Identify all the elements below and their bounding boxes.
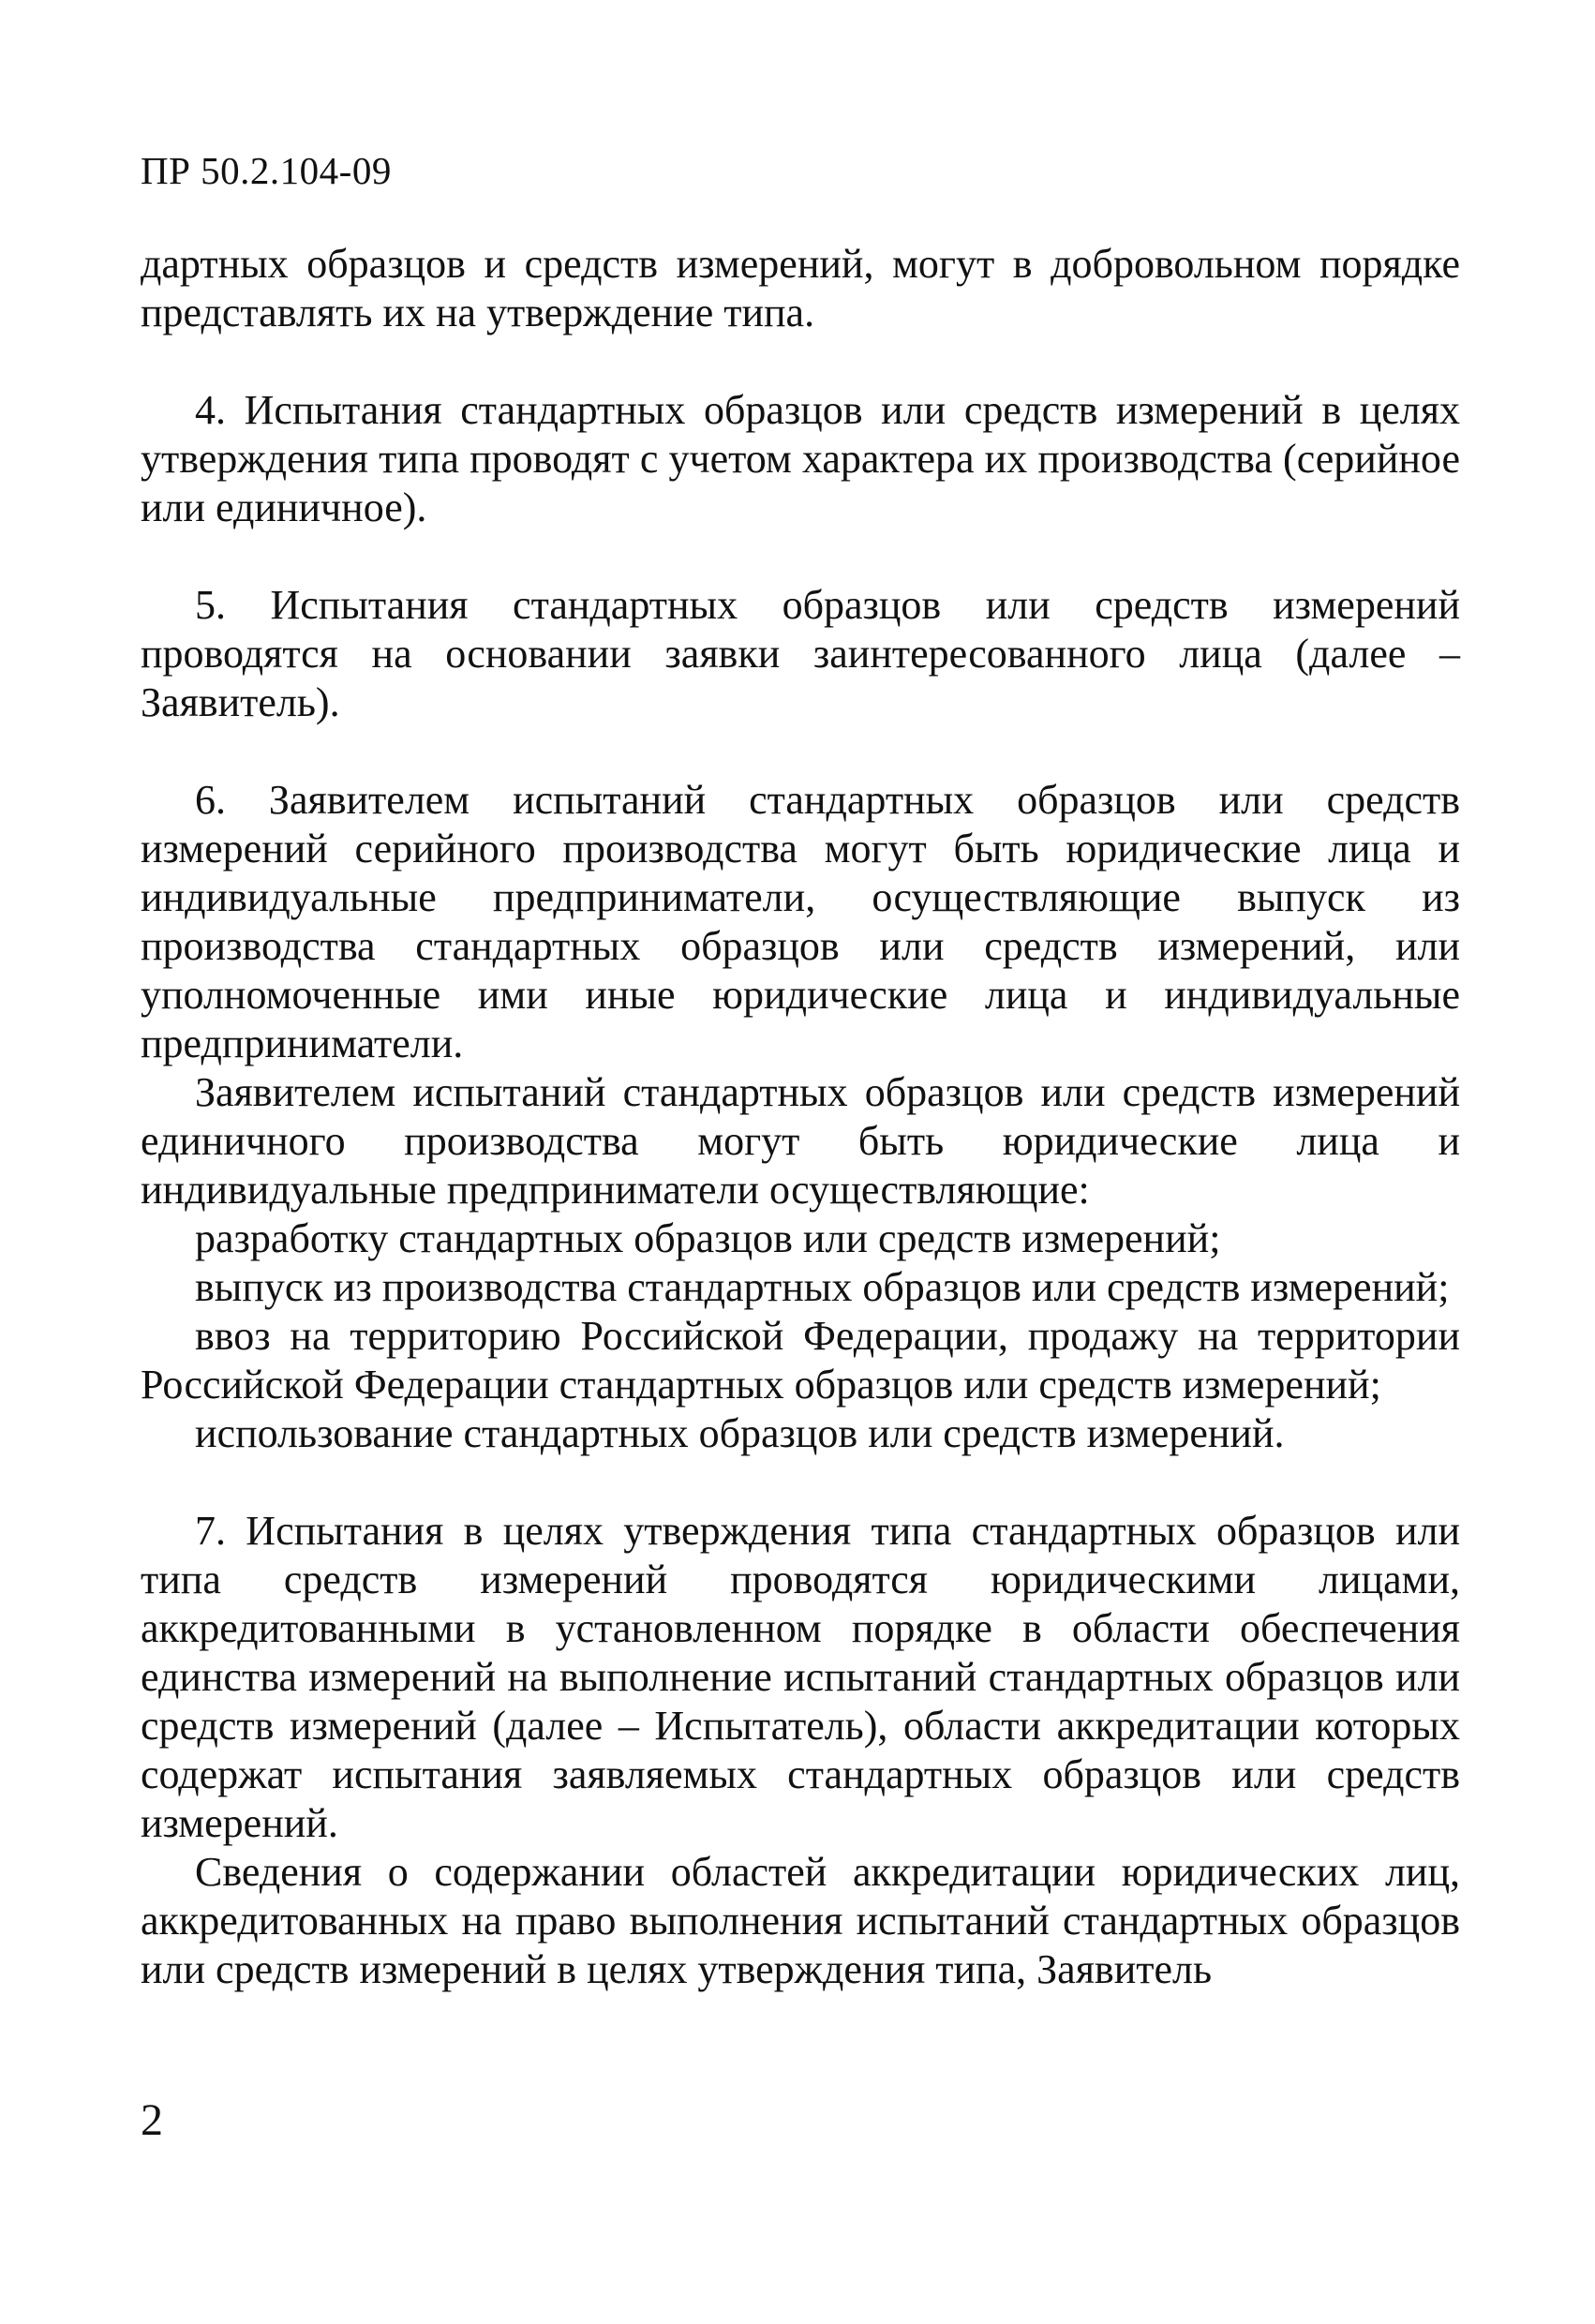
page-body [141,240,1460,1994]
paragraph-item-7: 7. Испытания в целях утверждения типа стандартных образцов или типа средств измерений проводятся юридическими лицами, аккредитованными в установленном порядке в области обеспечения единства измерений на выполнение испытаний стандартных образцов или средств измерений (далее – Испытатель), области аккредитации которых содержат испытания заявляемых стандартных образцов или средств измерений. [141,1508,1460,1846]
paragraph-item-5: 5. Испытания стандартных образцов или средств измерений проводятся на основании заявки заинтересованного лица (далее – Заявитель). [141,582,1460,725]
paragraph-item-7-accreditation-info: Сведения о содержании областей аккредитации юридических лиц, аккредитованных на право выполнения испытаний стандартных образцов или средств измерений в целях утверждения типа, Заявитель [141,1849,1460,1992]
document-code-header: ПР 50.2.104-09 [141,149,392,192]
paragraph-continuation: дартных образцов и средств измерений, могут в добровольном порядке представлять их на утверждение типа. [141,241,1460,335]
paragraph-item-6-unit-production: Заявителем испытаний стандартных образцов или средств измерений единичного производства могут быть юридические лица и индивидуальные предприниматели осуществляющие: [141,1069,1460,1213]
paragraph-item-4: 4. Испытания стандартных образцов или средств измерений в целях утверждения типа проводят с учетом характера их производства (серийное или единичное). [141,387,1460,530]
list-item-import-sale: ввоз на территорию Российской Федерации, продажу на территории Российской Федерации стандартных образцов или средств измерений; [141,1313,1460,1408]
list-item-development: разработку стандартных образцов или средств измерений; [195,1215,1221,1261]
list-item-production-release: выпуск из производства стандартных образцов или средств измерений; [195,1264,1450,1310]
page-number: 2 [141,2095,163,2145]
list-item-usage: использование стандартных образцов или средств измерений. [195,1410,1285,1456]
paragraph-item-6: 6. Заявителем испытаний стандартных образцов или средств измерений серийного производства могут быть юридические лица и индивидуальные предприниматели, осуществляющие выпуск из производства стандартных образцов или средств измерений, или уполномоченные ими иные юридические лица и индивидуальные предприниматели. [141,777,1460,1066]
